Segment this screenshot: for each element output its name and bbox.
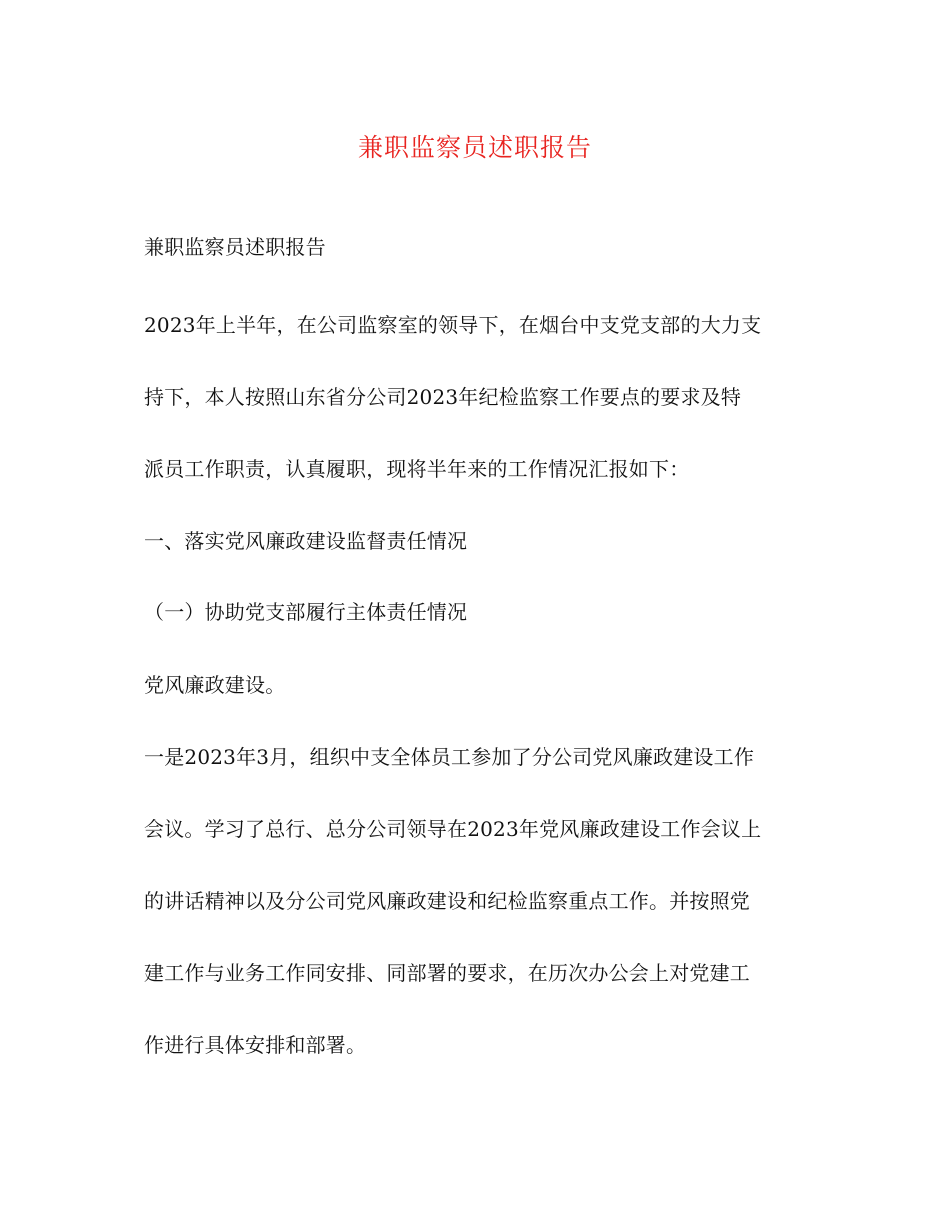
body-line-12: 作进行具体安排和部署。 xyxy=(144,1033,367,1057)
body-line-7: 党风廉政建设。 xyxy=(144,673,286,697)
body-line-8: 一是2023年3月，组织中支全体员工参加了分公司党风廉政建设工作 xyxy=(144,745,755,769)
body-line-subtitle: 兼职监察员述职报告 xyxy=(144,235,326,259)
section-heading-1: 一、落实党风廉政建设监督责任情况 xyxy=(144,529,468,553)
body-line-11: 建工作与业务工作同安排、同部署的要求，在历次办公会上对党建工 xyxy=(144,961,750,985)
subsection-heading-1: （一）协助党支部履行主体责任情况 xyxy=(144,600,468,624)
document-title: 兼职监察员述职报告 xyxy=(357,133,592,162)
body-line-10: 的讲话精神以及分公司党风廉政建设和纪检监察重点工作。并按照党 xyxy=(144,889,750,913)
body-line-3: 持下，本人按照山东省分公司2023年纪检监察工作要点的要求及特 xyxy=(144,385,742,409)
body-line-4: 派员工作职责，认真履职，现将半年来的工作情况汇报如下： xyxy=(144,457,690,481)
body-line-9: 会议。学习了总行、总分公司领导在2023年党风廉政建设工作会议上 xyxy=(144,817,762,841)
body-line-2: 2023年上半年，在公司监察室的领导下，在烟台中支党支部的大力支 xyxy=(144,313,762,337)
